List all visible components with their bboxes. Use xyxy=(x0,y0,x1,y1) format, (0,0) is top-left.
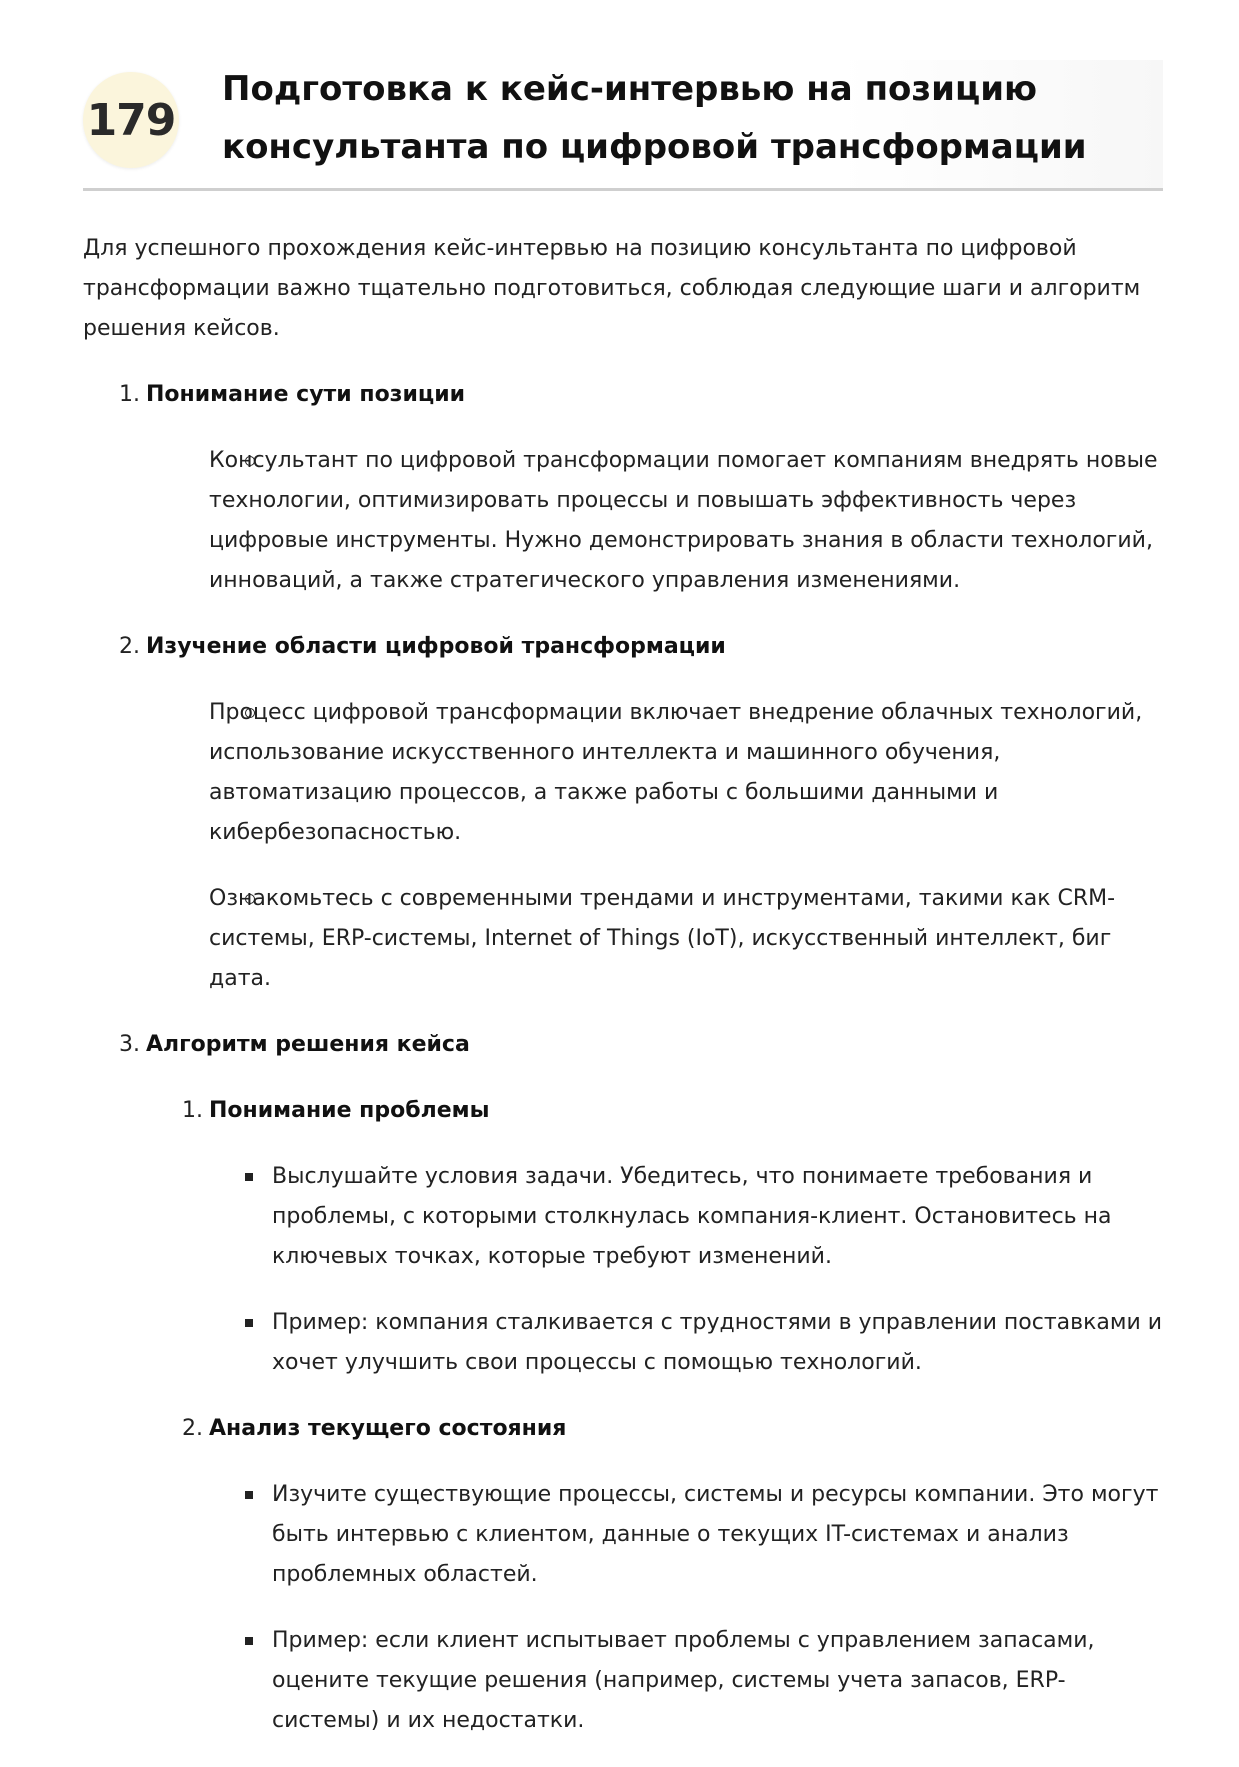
substep-number: 2. xyxy=(182,1416,203,1441)
chapter-title: Подготовка к кейс-интервью на позицию консультанта по цифровой трансформации xyxy=(222,69,1087,167)
substep-problem-understanding xyxy=(146,1091,1163,1383)
bullet-item xyxy=(146,693,1163,853)
step-title: Понимание сути позиции xyxy=(146,382,466,407)
step-digital-transformation-area xyxy=(83,627,1163,999)
circle-bullet-icon xyxy=(245,456,255,466)
bullet-text: Пример: если клиент испытывает проблемы с управлением запасами, оцените текущие решения (например, системы учета запасов, ERP-системы) и их недостатки. xyxy=(272,1628,1095,1733)
substep-bullets xyxy=(209,1475,1163,1741)
step-bullets xyxy=(146,693,1163,999)
bullet-text: Процесс цифровой трансформации включает внедрение облачных технологий, использование искусственного интеллекта и машинного обучения, автоматизацию процессов, а также работы с большими данными и кибербезопасностью. xyxy=(209,700,1143,845)
circle-bullet-icon xyxy=(245,894,255,904)
intro-paragraph: Для успешного прохождения кейс-интервью на позицию консультанта по цифровой трансформации важно тщательно подготовиться, соблюдая следующие шаги и алгоритм решения кейсов. xyxy=(83,236,1141,341)
bullet-text: Консультант по цифровой трансформации помогает компаниям внедрять новые технологии, оптимизировать процессы и повышать эффективность через цифровые инструменты. Нужно демонстрировать знания в области технологий, инноваций, а также стратегического управления изменениями. xyxy=(209,448,1158,593)
substep-title: Анализ текущего состояния xyxy=(209,1416,567,1441)
chapter-header xyxy=(83,60,1163,191)
step-case-algorithm xyxy=(83,1025,1163,1741)
bullet-item xyxy=(209,1475,1163,1595)
square-bullet-icon xyxy=(245,1319,253,1327)
bullet-item xyxy=(146,879,1163,999)
bullet-text: Выслушайте условия задачи. Убедитесь, что понимаете требования и проблемы, с которыми столкнулась компания-клиент. Остановитесь на ключевых точках, которые требуют изменений. xyxy=(272,1164,1112,1269)
bullet-text: Пример: компания сталкивается с трудностями в управлении поставками и хочет улучшить свои процессы с помощью технологий. xyxy=(272,1310,1163,1375)
square-bullet-icon xyxy=(245,1491,253,1499)
step-title: Алгоритм решения кейса xyxy=(146,1032,470,1057)
bullet-item xyxy=(209,1157,1163,1277)
substep-current-state-analysis xyxy=(146,1409,1163,1741)
step-number: 3. xyxy=(119,1032,140,1057)
bullet-text: Изучите существующие процессы, системы и ресурсы компании. Это могут быть интервью с клиентом, данные о текущих IT-системах и анализ проблемных областей. xyxy=(272,1482,1159,1587)
square-bullet-icon xyxy=(245,1637,253,1645)
main-steps-list xyxy=(83,375,1163,1741)
bullet-item xyxy=(209,1303,1163,1383)
chapter-number-badge: 179 xyxy=(83,72,179,168)
bullet-item xyxy=(146,441,1163,601)
bullet-text: Ознакомьтесь с современными трендами и инструментами, такими как CRM-системы, ERP-системы, Internet of Things (IoT), искусственный интеллект, биг дата. xyxy=(209,886,1116,991)
substep-number: 1. xyxy=(182,1098,203,1123)
square-bullet-icon xyxy=(245,1173,253,1181)
step-number: 1. xyxy=(119,382,140,407)
step-understanding-position xyxy=(83,375,1163,601)
step-number: 2. xyxy=(119,634,140,659)
circle-bullet-icon xyxy=(245,708,255,718)
substep-bullets xyxy=(209,1157,1163,1383)
algorithm-substeps-list xyxy=(146,1091,1163,1741)
step-bullets xyxy=(146,441,1163,601)
document-page xyxy=(83,60,1163,1767)
substep-title: Понимание проблемы xyxy=(209,1098,490,1123)
step-title: Изучение области цифровой трансформации xyxy=(146,634,726,659)
bullet-item xyxy=(209,1621,1163,1741)
